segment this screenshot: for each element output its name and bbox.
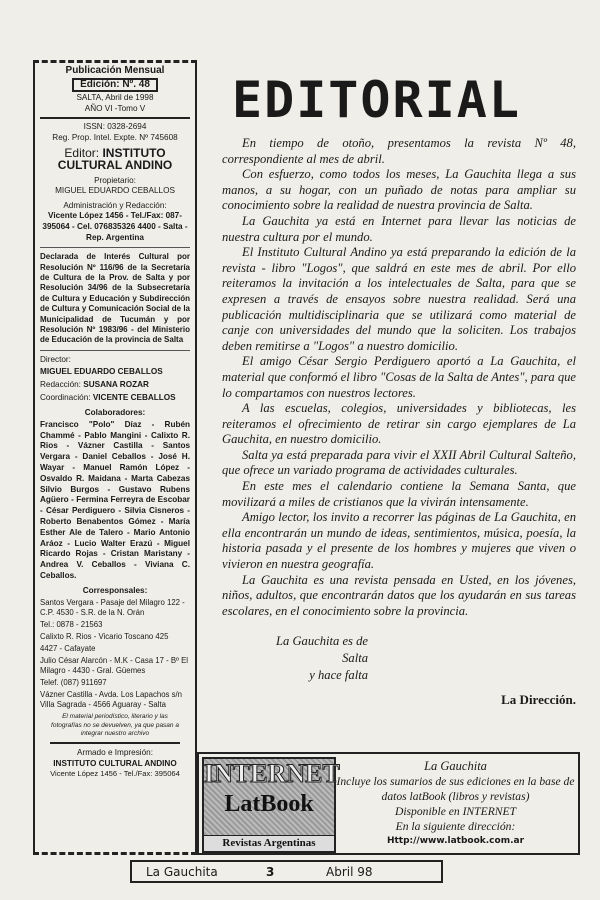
logo-latbook-text: LatBook	[224, 791, 314, 817]
paragraph: A las escuelas, colegios, universidades y bibliotecas, les reiteramos el ofrecimiento de retirar sin cargo ejemplares de La Gauchita, en nuestro domicilio.	[222, 401, 576, 447]
logo-subtitle: Revistas Argentinas	[204, 835, 334, 851]
ad-heading: La Gauchita	[424, 759, 487, 773]
paragraph: La Gauchita ya está en Internet para llevar las noticias de nuestra cultura por el mundo.	[222, 213, 576, 244]
coord-label: Coordinación:	[40, 392, 91, 402]
internet-ad-box	[197, 752, 580, 855]
website-link[interactable]: Http://www.latbook.com.ar	[386, 836, 525, 846]
print-label: Armado e Impresión:	[77, 747, 153, 757]
redaccion-label: Redacción:	[40, 379, 81, 389]
motto-line: La Gauchita es de Salta	[276, 634, 368, 666]
page-number: 3	[266, 864, 275, 879]
printer-address: Vicente López 1456 - Tel./Fax: 395064	[50, 769, 180, 779]
correspondent-line: Tel.: 0878 - 21563	[40, 620, 103, 630]
correspondent-line: Santos Vergara - Pasaje del Milagro 122 - C.P. 4530 - S.R. de la N. Orán	[40, 598, 185, 618]
page-footer	[130, 860, 443, 883]
page-title: EDITORIAL	[232, 71, 521, 129]
redaccion: SUSANA ROZAR	[83, 379, 149, 389]
footer-date: Abril 98	[326, 864, 373, 879]
editor-label: Editor:	[64, 145, 100, 160]
issue-date: SALTA, Abril de 1998	[76, 93, 154, 103]
owner-label: Propietario:	[94, 175, 136, 185]
correspondent-line: Julio César Alarcón - M.K - Casa 17 - Bº El Milagro - 4430 - Gral. Güemes	[40, 656, 189, 676]
volume: AÑO VI -Tomo V	[84, 103, 146, 113]
paragraph: El amigo César Sergio Perdiguero aportó a La Gauchita, el material que conformó el libro "Cosas de la Salta de Antes", para que lo compartamos con nuestros lectores.	[222, 354, 576, 400]
declaration: Declarada de Interés Cultural por Resolución Nº 116/96 de la Secretaría de Cultura de la Prov. de Salta y por Resolución 34/96 de la Subsecretaría de Cultura y Educación y Subdirección de Cultura y Comunicación Social de la Municipalidad de Tucumán y por Resolución Nº 1983/96 - del Ministerio de Educación de la provincia de Salta	[40, 252, 190, 345]
publication-frequency: Publicación Mensual	[65, 65, 165, 76]
paragraph: En este mes el calendario contiene la Semana Santa, que movilizará a miles de cristianos que la vivirán intensamente.	[222, 479, 576, 509]
collaborators: Francisco "Polo" Díaz - Rubén Chammé - Pablo Mangini - Calixto R. Rios - Vázner Castilla - Santos Vergara - Daniel Ceballos - José H. Wayar - Manuel Ramón López - Osvaldo R. Maidana - Marta Cabezas Silvio Burgos - Gustavo Rubens Agüero - Fermina Ferreyra de Escobar - César Perdiguero - Silvia Cisneros - Roberto Benabentos Gómez - María Esther Ale de Talero - Mario Antonio Aráoz - Lucio Walter Erazú - Miguel Ricardo Rojas - Cristan Maristany - Andrea V. Ceballos - Viviana C. Ceballos.	[40, 419, 190, 580]
correspondent-line: Calixto R. Rios - Vicario Toscano 425	[40, 632, 169, 642]
ad-line: Disponible en INTERNET	[394, 805, 517, 818]
editor: INSTITUTO CULTURAL ANDINO	[57, 145, 173, 173]
admin-address: Vicente López 1456 - Tel./Fax: 087-395064 - Cel. 076835326 4400 - Salta - Rep. Argentina	[42, 211, 188, 242]
ad-line: Incluye los sumarios de sus ediciones en la base de datos latBook (libros y revistas)	[336, 775, 575, 803]
owner: MIGUEL EDUARDO CEBALLOS	[55, 186, 175, 196]
motto	[258, 633, 368, 684]
motto-line: y hace falta	[309, 668, 368, 683]
correspondents-label: Corresponsales:	[82, 585, 148, 595]
paragraph: Amigo lector, los invito a recorrer las páginas de La Gauchita, en ella encontrarán un mundo de ideas, sentimientos, música, poesía, la historia pasada y el presente de los hombres y mujeres que viven o vivieron en nuestra geografía.	[222, 510, 576, 572]
printer: INSTITUTO CULTURAL ANDINO	[53, 758, 177, 768]
masthead-box	[33, 60, 197, 855]
issn: ISSN: 0328-2694	[83, 122, 147, 132]
footer-magazine: La Gauchita	[146, 864, 218, 879]
editorial-column	[222, 136, 576, 708]
ad-line: En la siguiente dirección:	[395, 820, 516, 833]
correspondent-line: Telef. (087) 911697	[40, 678, 107, 688]
collaborators-label: Colaboradores:	[84, 408, 146, 418]
admin-label: Administración y Redacción:	[63, 200, 167, 210]
director-label: Director:	[40, 354, 71, 364]
correspondent-line: Vázner Castilla - Avda. Los Lapachos s/n Villa Sagrada - 4566 Aguaray - Salta	[40, 690, 183, 710]
paragraph: Con esfuerzo, como todos los meses, La Gauchita llega a sus manos, a su hogar, con un puñado de notas para ampliar su conocimiento sobre la realidad de nuestra provincia de Salta.	[222, 167, 576, 213]
edition-number: Edición: Nº. 48	[72, 78, 158, 93]
coord: VICENTE CEBALLOS	[92, 392, 176, 402]
paragraph: La Gauchita es una revista pensada en Usted, en los jóvenes, niños, adultos, que encontrarán datos que los ayudarán en sus tareas escolares, en el conocimiento sobre la provincia.	[222, 572, 576, 618]
disclaimer: El material periodístico, literario y las fotografías no se devuelven, ya que pasan a integrar nuestro archivo	[51, 713, 179, 737]
editorial-body	[222, 136, 576, 619]
logo-internet-text: INTERNET	[204, 759, 340, 788]
signature: La Dirección.	[501, 692, 576, 708]
director: MIGUEL EDUARDO CEBALLOS	[40, 367, 163, 377]
registration: Reg. Prop. Intel. Expte. Nº 745608	[52, 132, 178, 142]
paragraph: En tiempo de otoño, presentamos la revista Nº 48, correspondiente al mes de abril.	[222, 136, 576, 166]
correspondent-line: 4427 - Cafayate	[40, 644, 96, 654]
paragraph: El Instituto Cultural Andino ya está preparando la edición de la revista - libro "Logos", que saldrá en este mes de abril. Por ello reiteramos la invitación a los intelectuales de Salta, para que se expresen a través de ensayos sobre nuestra realidad. Será una publicación multidisciplinaria que se utilizará como material de canje con universidades del mundo que la soliciten. Los trabajos deben remitirse a "Logos" a nuestro domicilio.	[222, 245, 576, 353]
latbook-logo	[202, 757, 340, 853]
paragraph: Salta ya está preparada para vivir el XXII Abril Cultural Salteño, que ofrece un variado programa de actividades culturales.	[222, 447, 576, 478]
